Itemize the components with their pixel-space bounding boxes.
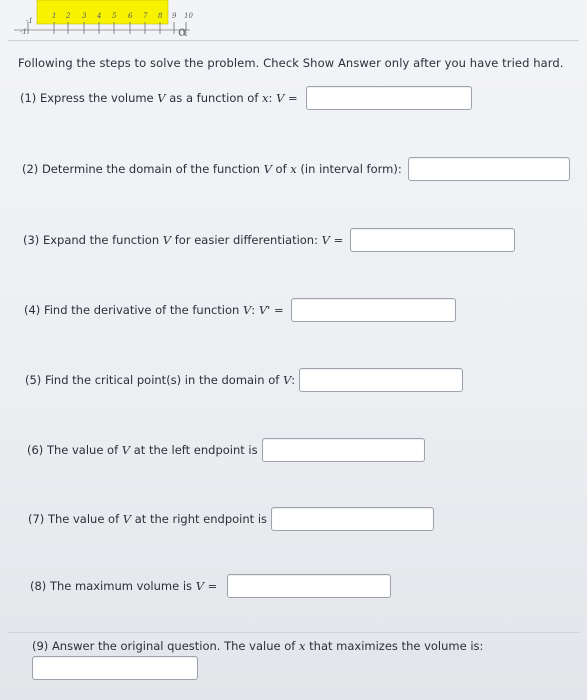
ruler-tick-label: 1 (52, 12, 57, 20)
answer-field-1[interactable] (306, 86, 472, 110)
intro-instructions: Following the steps to solve the problem. Check Show Answer only after you have tried hard. (18, 56, 564, 70)
question-6 (27, 438, 425, 462)
ruler-tick-label: 7 (143, 12, 148, 20)
question-8 (30, 574, 391, 598)
answer-field-3[interactable] (350, 228, 515, 252)
answer-field-6[interactable] (262, 438, 425, 462)
answer-field-8[interactable] (227, 574, 391, 598)
highlight-band (37, 0, 168, 24)
ruler-tick-label: -1 (26, 17, 33, 25)
question-5-text: (5) Find the critical point(s) in the domain of V: (25, 373, 296, 387)
ruler-tick-label: 9 (172, 12, 177, 20)
top-divider (8, 40, 579, 41)
question-3-text: (3) Expand the function V for easier differentiation: V = (23, 233, 344, 247)
answer-field-4[interactable] (291, 298, 456, 322)
answer-field-2[interactable] (408, 157, 570, 181)
number-line-figure (0, 0, 587, 44)
ruler-tick-label: -1 (20, 28, 27, 36)
question-9-text: (9) Answer the original question. The value of x that maximizes the volume is: (32, 639, 484, 653)
ruler-tick-label: 6 (128, 12, 133, 20)
question-6-text: (6) The value of V at the left endpoint is (27, 443, 258, 457)
question-3 (23, 228, 515, 252)
question-4 (24, 298, 456, 322)
question-7 (28, 507, 434, 531)
answer-field-9[interactable] (32, 656, 198, 680)
ruler-tick-label: 10 (184, 12, 193, 20)
ruler-tick-label: 5 (112, 12, 117, 20)
ruler-tick-label: 2 (66, 12, 71, 20)
question-7-text: (7) The value of V at the right endpoint is (28, 512, 268, 526)
question-1-text: (1) Express the volume V as a function of x: V = (20, 91, 298, 105)
ruler-handle-icon[interactable]: α (178, 24, 188, 40)
question-9 (32, 639, 483, 653)
question-5 (25, 368, 463, 392)
ruler-tick-label: 4 (97, 12, 102, 20)
bottom-divider (8, 632, 579, 633)
question-4-text: (4) Find the derivative of the function V: V' = (24, 303, 284, 317)
answer-field-7[interactable] (271, 507, 434, 531)
answer-field-5[interactable] (299, 368, 463, 392)
question-2 (22, 157, 570, 181)
question-2-text: (2) Determine the domain of the function V of x (in interval form): (22, 162, 402, 176)
question-8-text: (8) The maximum volume is V = (30, 579, 218, 593)
ruler-tick-label: 3 (82, 12, 87, 20)
ruler-tick-label: 8 (158, 12, 163, 20)
question-1 (20, 86, 472, 110)
